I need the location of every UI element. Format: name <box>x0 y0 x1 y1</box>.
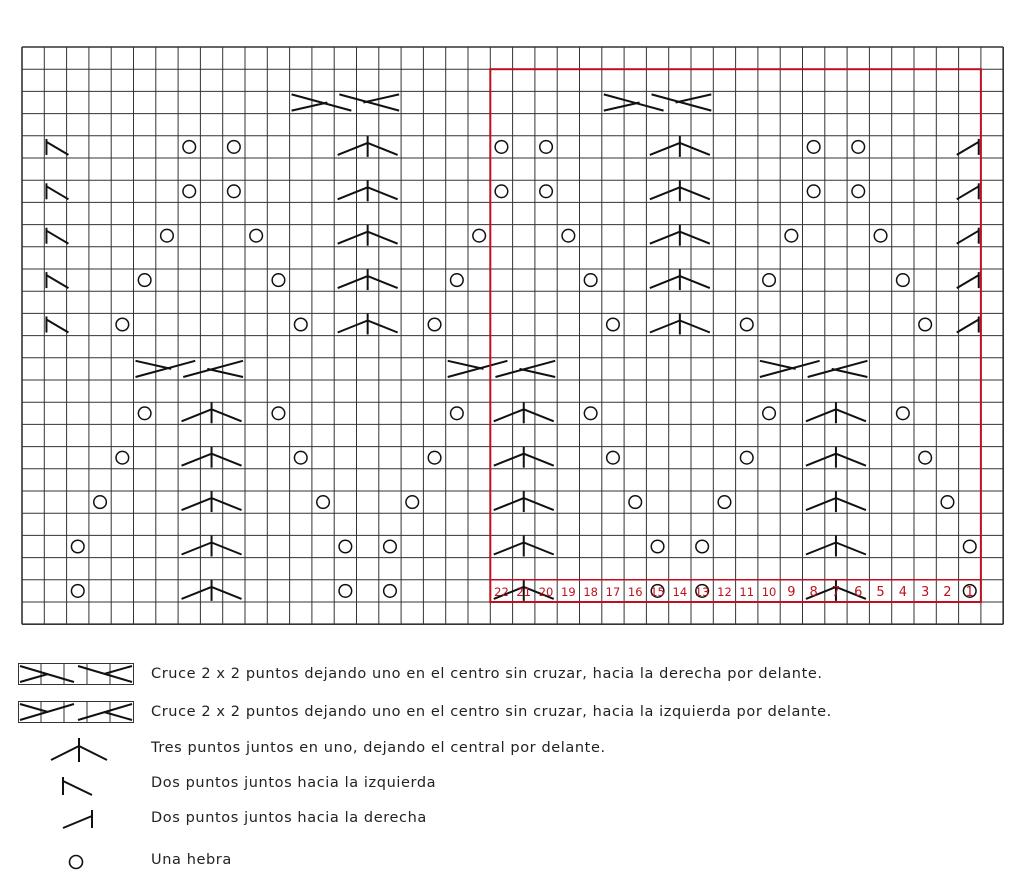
legend-item-yarn-over <box>18 846 1018 876</box>
yarn-over-symbol <box>228 185 241 198</box>
legend-text: Una hebra <box>151 852 232 868</box>
legend-item-cable-left <box>18 698 1018 728</box>
yarn-over-symbol <box>451 407 464 420</box>
cable-right-symbol <box>292 94 400 110</box>
yarn-over-symbol <box>629 496 642 509</box>
triple-decrease-symbol <box>650 180 710 201</box>
yarn-over-symbol <box>651 540 664 553</box>
yarn-over-symbol <box>740 318 753 331</box>
column-number: 14 <box>672 584 688 599</box>
yarn-over-symbol <box>562 229 575 242</box>
cable-right-symbol <box>604 94 712 110</box>
k2tog-left-symbol <box>46 272 68 288</box>
triple-decrease-symbol <box>338 225 398 246</box>
triple-decrease-symbol <box>650 269 710 290</box>
k2tog-right-symbol <box>957 228 979 244</box>
column-number: 5 <box>876 584 885 600</box>
yarn-over-symbol <box>71 585 84 598</box>
legend-text: Dos puntos juntos hacia la derecha <box>151 810 427 826</box>
legend-item-triple-decrease <box>18 734 1018 764</box>
yarn-over-symbol <box>495 185 508 198</box>
column-number: 15 <box>650 584 665 599</box>
yarn-over-symbol <box>941 496 954 509</box>
yarn-over-symbol <box>339 540 352 553</box>
yarn-over-symbol <box>250 229 263 242</box>
yarn-over-symbol <box>94 496 107 509</box>
yarn-over-symbol <box>763 407 776 420</box>
yarn-over-symbol <box>807 141 820 154</box>
cable-left-symbol <box>448 361 556 377</box>
triple-decrease-symbol <box>182 447 242 468</box>
yarn-over-symbol <box>607 451 620 464</box>
triple-decrease-symbol <box>182 402 242 423</box>
triple-decrease-symbol <box>806 491 866 512</box>
column-numbers <box>494 585 974 600</box>
yarn-over-symbol <box>919 451 932 464</box>
cable-left-symbol <box>136 361 244 377</box>
yarn-over-symbol <box>718 496 731 509</box>
yarn-over-symbol <box>116 451 129 464</box>
triple-decrease-symbol <box>338 180 398 201</box>
yarn-over-symbol <box>183 141 196 154</box>
yarn-over-symbol <box>183 185 196 198</box>
yarn-over-symbol <box>874 229 887 242</box>
column-number: 18 <box>583 584 598 599</box>
column-number: 4 <box>898 584 907 600</box>
yarn-over-symbol <box>384 540 397 553</box>
column-number: 1 <box>965 584 974 600</box>
column-number: 8 <box>809 584 818 600</box>
column-number: 20 <box>538 584 554 599</box>
column-number: 10 <box>761 584 777 599</box>
yarn-over-symbol <box>228 141 241 154</box>
triple-decrease-symbol <box>182 491 242 512</box>
yarn-over-symbol <box>584 274 597 287</box>
yarn-over-symbol <box>540 141 553 154</box>
legend-text: Dos puntos juntos hacia la izquierda <box>151 775 437 791</box>
legend-text: Cruce 2 x 2 puntos dejando uno en el centro sin cruzar, hacia la izquierda por delante. <box>151 704 832 720</box>
yarn-over-symbol <box>406 496 419 509</box>
column-number: 12 <box>717 584 732 599</box>
column-number: 19 <box>561 584 576 599</box>
yarn-over-symbol <box>428 451 441 464</box>
yarn-over-symbol <box>317 496 330 509</box>
triple-decrease-symbol <box>494 536 554 557</box>
yarn-over-symbol <box>807 185 820 198</box>
yarn-over-symbol <box>384 585 397 598</box>
yarn-over-symbol <box>339 585 352 598</box>
chart-grid <box>22 47 1003 624</box>
yarn-over-symbol <box>294 318 307 331</box>
column-number: 13 <box>694 584 710 599</box>
triple-decrease-icon <box>18 734 134 764</box>
yarn-over-symbol <box>963 540 976 553</box>
k2tog-right-symbol <box>957 272 979 288</box>
triple-decrease-symbol <box>338 269 398 290</box>
yarn-over-symbol <box>495 141 508 154</box>
triple-decrease-symbol <box>650 136 710 157</box>
yarn-over-symbol <box>294 451 307 464</box>
k2tog-left-symbol <box>46 317 68 333</box>
triple-decrease-symbol <box>494 491 554 512</box>
yarn-over-symbol <box>919 318 932 331</box>
yarn-over-symbol <box>71 540 84 553</box>
yarn-over-symbol <box>451 274 464 287</box>
column-number: 7 <box>831 584 841 600</box>
yarn-over-symbol <box>138 407 151 420</box>
yarn-over-symbol <box>161 229 174 242</box>
triple-decrease-symbol <box>494 447 554 468</box>
k2tog-left-icon <box>18 769 134 799</box>
triple-decrease-symbol <box>494 402 554 423</box>
k2tog-right-symbol <box>957 317 979 333</box>
yarn-over-symbol <box>763 274 776 287</box>
column-number: 17 <box>605 584 621 599</box>
yarn-over-symbol <box>897 274 910 287</box>
k2tog-left-symbol <box>46 183 68 199</box>
legend-item-k2tog-left <box>18 769 1018 799</box>
yarn-over-symbol <box>116 318 129 331</box>
column-number: 2 <box>943 584 952 600</box>
column-number: 9 <box>787 584 796 600</box>
yarn-over-symbol <box>473 229 486 242</box>
triple-decrease-symbol <box>338 136 398 157</box>
triple-decrease-symbol <box>650 225 710 246</box>
yarn-over-symbol <box>428 318 441 331</box>
yarn-over-symbol <box>272 274 285 287</box>
k2tog-left-symbol <box>46 139 68 155</box>
cable-left-symbol <box>760 361 868 377</box>
yarn-over-symbol <box>584 407 597 420</box>
legend-text: Cruce 2 x 2 puntos dejando uno en el centro sin cruzar, hacia la derecha por delante. <box>151 666 823 682</box>
triple-decrease-symbol <box>806 536 866 557</box>
yarn-over-symbol <box>852 141 865 154</box>
k2tog-left-symbol <box>46 228 68 244</box>
yarn-over-symbol <box>785 229 798 242</box>
triple-decrease-symbol <box>650 314 710 335</box>
yarn-over-symbol <box>696 540 709 553</box>
legend-text: Tres puntos juntos en uno, dejando el central por delante. <box>151 740 606 756</box>
legend-item-k2tog-right <box>18 804 1018 834</box>
column-number: 22 <box>494 584 509 599</box>
k2tog-right-symbol <box>957 183 979 199</box>
triple-decrease-symbol <box>182 580 242 601</box>
column-number: 3 <box>921 584 930 600</box>
yarn-over-symbol <box>540 185 553 198</box>
triple-decrease-symbol <box>806 402 866 423</box>
column-number: 11 <box>739 584 755 599</box>
triple-decrease-symbol <box>806 447 866 468</box>
column-number: 16 <box>627 584 643 599</box>
yarn-over-symbol <box>852 185 865 198</box>
yarn-over-symbol <box>138 274 151 287</box>
triple-decrease-symbol <box>182 536 242 557</box>
k2tog-right-icon <box>18 804 134 834</box>
yarn-over-symbol <box>740 451 753 464</box>
legend-item-cable-right <box>18 660 1018 690</box>
column-number: 21 <box>516 584 532 599</box>
triple-decrease-symbol <box>338 314 398 335</box>
yarn-over-symbol <box>607 318 620 331</box>
column-number: 6 <box>854 584 863 600</box>
cable-left-icon <box>18 698 134 726</box>
k2tog-right-symbol <box>957 139 979 155</box>
cable-right-icon <box>18 660 134 688</box>
yarn-over-symbol <box>272 407 285 420</box>
yarn-over-icon <box>18 846 134 876</box>
yarn-over-symbol <box>897 407 910 420</box>
